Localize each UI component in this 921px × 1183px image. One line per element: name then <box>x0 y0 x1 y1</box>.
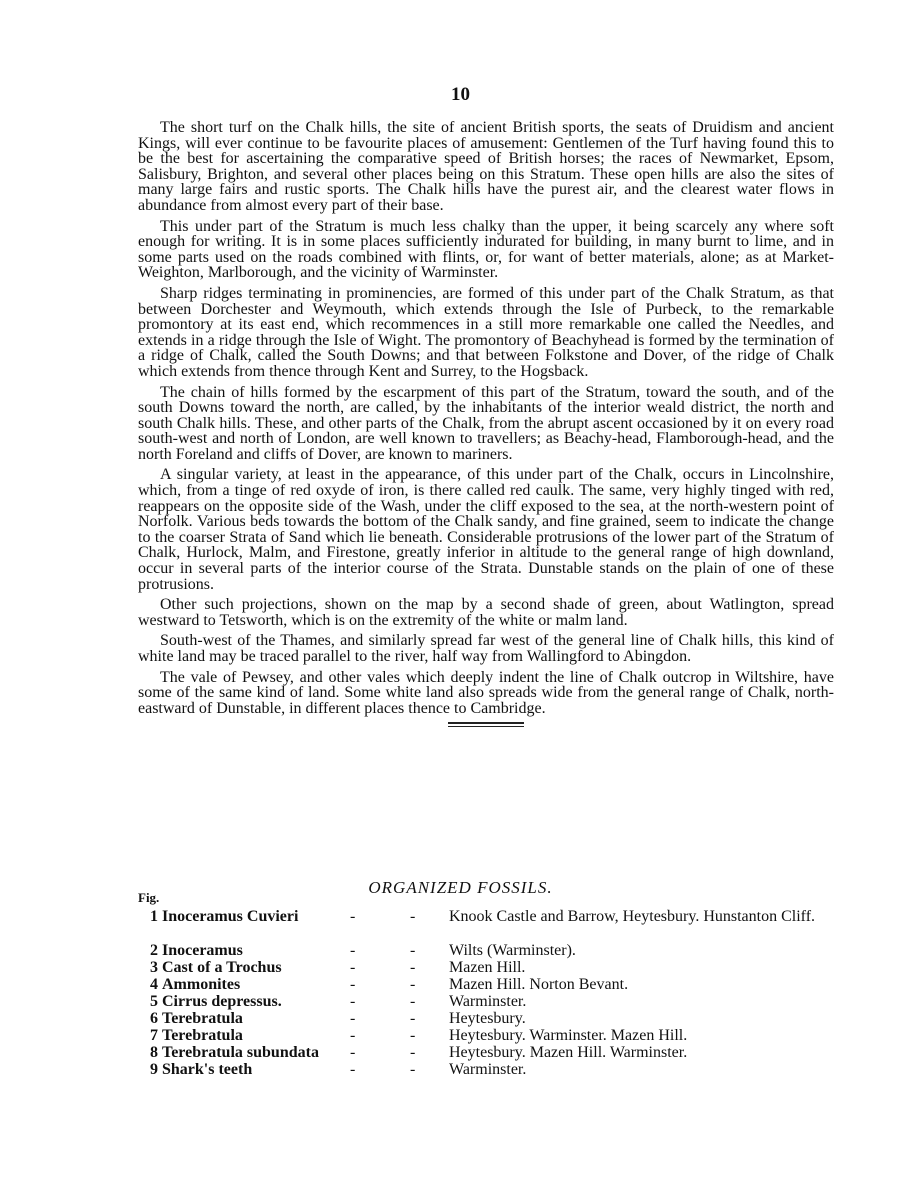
fossil-list <box>138 908 838 1078</box>
fossil-location: Warminster. <box>449 1061 527 1078</box>
paragraph-sharp-ridges: Sharp ridges terminating in prominencies, are formed of this under part of the Chalk Stratum, as that between Dorchester and Weymouth, which extends through the Isle of Purbeck, to the remarkable promontory at its east end, which recommences in a still more remarkable one called the Needles, and extends in a ridge through the Isle of Wight. The promontory of Beachyhead is formed by the termination of a ridge of Chalk, called the South Downs; and that between Folkstone and Dover, of the ridge of Chalk which extends from thence through Kent and Surrey, to the Hogsback. <box>138 284 834 380</box>
fossil-location: Knook Castle and Barrow, Heytesbury. Hunstanton Cliff. <box>449 908 816 925</box>
paragraph-chalk-hills: The short turf on the Chalk hills, the site of ancient British sports, the seats of Druidism and ancient Kings, will ever continue to be favourite places of amusement: Gentlemen of the Turf having found this to be the best for ascertaining the comparative speed of British horses; the races of Newmarket, Epsom, Salisbury, Brighton, and several other places being on this Stratum. These open hills are also the sites of many large fairs and rustic sports. The Chalk hills have the purest air, and the clearest water flows in abundance from almost every part of their base. <box>138 119 834 214</box>
fossil-number: 5 <box>150 993 158 1010</box>
fossil-number: 9 <box>150 1061 158 1078</box>
fossil-row <box>138 908 838 942</box>
fossil-name: Cast of a Trochus <box>162 959 282 976</box>
dash-separator: - <box>350 1010 356 1027</box>
fossil-name: Shark's teeth <box>162 1061 253 1078</box>
fossil-row <box>138 976 838 993</box>
dash-separator: - <box>410 1027 416 1044</box>
fig-column-heading: Fig. <box>138 890 160 905</box>
fossil-row <box>138 1044 838 1061</box>
dash-separator: - <box>410 908 416 925</box>
fossil-location: Heytesbury. Mazen Hill. Warminster. <box>449 1044 688 1061</box>
dash-separator: - <box>410 1010 416 1027</box>
dash-separator: - <box>350 1027 356 1044</box>
paragraph-singular-variety: A singular variety, at least in the appearance, of this under part of the Chalk, occurs in Lincolnshire, which, from a tinge of red oxyde of iron, is there called red caulk. The same, very highly tinged with red, reappears on the opposite side of the Wash, under the cliff exposed to the sea, at the north-western point of Norfolk. Various beds towards the bottom of the Chalk sandy, and fine grained, seem to indicate the change to the coarser Strata of Sand which lie beneath. Considerable protrusions of the lower part of the Stratum of Chalk, Hurlock, Malm, and Firestone, greatly inferior in altitude to the general range of high downland, occur in several parts of the interior course of the Strata. Dunstable stands on the plain of one of these protrusions. <box>138 466 834 593</box>
fossil-location: Heytesbury. <box>449 1010 526 1027</box>
dash-separator: - <box>350 1061 356 1078</box>
fossil-row <box>138 1027 838 1044</box>
dash-separator: - <box>410 1044 416 1061</box>
fossil-row <box>138 993 838 1010</box>
fossil-location: Mazen Hill. Norton Bevant. <box>449 976 629 993</box>
fossil-number: 8 <box>150 1044 158 1061</box>
fossil-number: 2 <box>150 942 158 959</box>
dash-separator: - <box>350 993 356 1010</box>
fossil-number: 4 <box>150 976 158 993</box>
paragraph-other-projections: Other such projections, shown on the map by a second shade of green, about Watlington, spread westward to Tetsworth, which is on the extremity of the white or malm land. <box>138 596 834 629</box>
fossil-number: 3 <box>150 959 158 976</box>
paragraph-under-part: This under part of the Stratum is much less chalky than the upper, it being scarcely any where soft enough for writing. It is in some places sufficiently indurated for building, in many burnt to lime, and in some parts used on the roads combined with flints, or, for want of better materials, alone; as at Market-Weighton, Marlborough, and the vicinity of Warminster. <box>138 217 834 282</box>
fossil-row <box>138 959 838 976</box>
paragraph-vale-of-pewsey: The vale of Pewsey, and other vales which deeply indent the line of Chalk outcrop in Wiltshire, have some of the same kind of land. Some white land also spreads wide from the general range of Chalk, north-eastward of Dunstable, in different places thence to Cambridge. <box>138 668 834 717</box>
dash-separator: - <box>350 942 356 959</box>
dash-separator: - <box>410 942 416 959</box>
fossil-location: Wilts (Warminster). <box>449 942 576 959</box>
fossil-number: 1 <box>150 908 158 925</box>
fossil-name: Terebratula <box>162 1010 243 1027</box>
page-number: 10 <box>451 84 470 105</box>
fossil-location: Heytesbury. Warminster. Mazen Hill. <box>449 1027 688 1044</box>
fossil-location: Warminster. <box>449 993 527 1010</box>
dash-separator: - <box>350 1044 356 1061</box>
fossil-number: 7 <box>150 1027 158 1044</box>
fossil-row <box>138 1010 838 1027</box>
fossil-row <box>138 942 838 959</box>
fossil-name: Cirrus depressus. <box>162 993 282 1010</box>
fossil-row <box>138 1061 838 1078</box>
body-text <box>138 120 834 727</box>
dash-separator: - <box>350 976 356 993</box>
fossil-location: Mazen Hill. <box>449 959 526 976</box>
dash-separator: - <box>410 976 416 993</box>
dash-separator: - <box>410 993 416 1010</box>
dash-separator: - <box>410 1061 416 1078</box>
fossil-name: Ammonites <box>162 976 241 993</box>
fossil-number: 6 <box>150 1010 158 1027</box>
section-divider <box>448 722 524 727</box>
paragraph-chain-of-hills: The chain of hills formed by the escarpment of this part of the Stratum, toward the south, and of the south Downs toward the north, are called, by the inhabitants of the interior weald district, the north and south Chalk hills. These, and other parts of the Chalk, from the abrupt ascent occasioned by it on every road south-west and north of London, are well known to travellers; as Beachy-head, Flamborough-head, and the north Foreland and cliffs of Dover, are known to mariners. <box>138 383 834 463</box>
fossil-name: Inoceramus <box>162 942 243 959</box>
dash-separator: - <box>350 908 356 925</box>
fossil-name: Terebratula subundata <box>162 1044 319 1061</box>
fossil-name: Terebratula <box>162 1027 243 1044</box>
paragraph-south-west-thames: South-west of the Thames, and similarly spread far west of the general line of Chalk hills, this kind of white land may be traced parallel to the river, half way from Wallingford to Abingdon. <box>138 632 834 665</box>
section-title: ORGANIZED FOSSILS. <box>368 878 553 897</box>
fossil-name: Inoceramus Cuvieri <box>162 908 299 925</box>
dash-separator: - <box>410 959 416 976</box>
dash-separator: - <box>350 959 356 976</box>
